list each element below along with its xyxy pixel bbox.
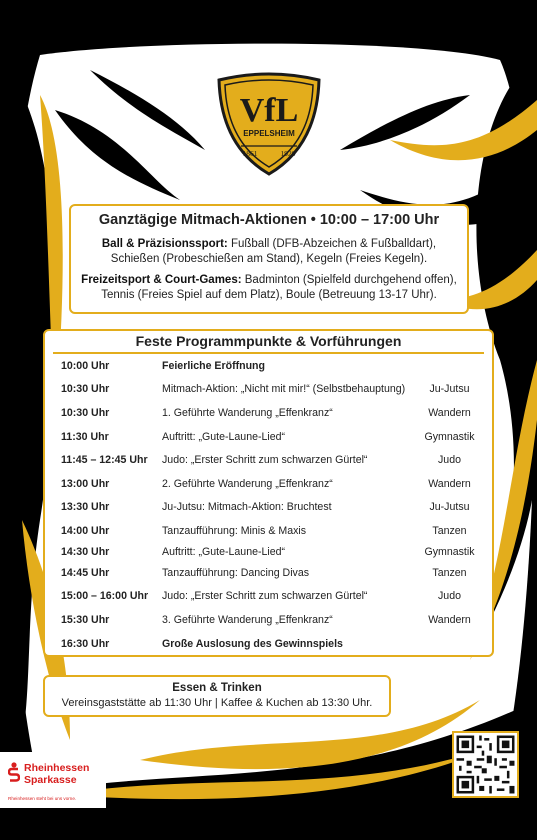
- qr-code-pattern: [454, 733, 517, 796]
- program-event: 1. Geführte Wanderung „Effenkranz“: [162, 407, 333, 419]
- program-row: [45, 638, 492, 654]
- program-category: Wandern: [428, 614, 471, 626]
- program-time: 14:45 Uhr: [61, 567, 110, 579]
- crest-year-left: 1861: [242, 149, 258, 158]
- program-event: Tanzaufführung: Minis & Maxis: [162, 525, 307, 537]
- leisure-sports-paragraph: [81, 273, 457, 303]
- program-row: [45, 383, 492, 399]
- program-time: 10:30 Uhr: [61, 407, 110, 419]
- program-title-divider: [53, 352, 484, 354]
- sponsor-name: [24, 762, 89, 786]
- sponsor-slogan: Rheinhessen steht bei uns vorne.: [8, 796, 77, 801]
- program-row: [45, 454, 492, 470]
- leisure-sports-text: Badminton (Spielfeld durchgehend offen), Tennis (Freies Spiel auf dem Platz), Boule (Betreuung 13-17 Uhr).: [101, 274, 457, 301]
- program-category: Wandern: [428, 407, 471, 419]
- program-row: [45, 431, 492, 447]
- sparkasse-logo-icon: [8, 762, 20, 782]
- program-row: [45, 567, 492, 583]
- program-category: Ju-Jutsu: [429, 383, 470, 395]
- program-time: 10:30 Uhr: [61, 383, 110, 395]
- ball-sports-text: Fußball (DFB-Abzeichen & Fußballdart), Schießen (Probeschießen am Stand), Kegeln (Freies Kegeln).: [110, 238, 437, 265]
- qr-code-icon[interactable]: [452, 731, 519, 798]
- food-box: [43, 675, 391, 717]
- program-event: Judo: „Erster Schritt zum schwarzen Gürtel“: [162, 454, 368, 466]
- program-category: Gymnastik: [424, 546, 475, 558]
- program-category: Judo: [438, 454, 461, 466]
- leisure-sports-label: Freizeitsport & Court-Games:: [81, 274, 242, 286]
- program-time: 14:30 Uhr: [61, 546, 110, 558]
- program-row: [45, 360, 492, 376]
- crest-monogram: VfL: [239, 92, 299, 129]
- program-title: Feste Programmpunkte & Vorführungen: [135, 333, 402, 349]
- program-row: [45, 590, 492, 606]
- program-event: 2. Geführte Wanderung „Effenkranz“: [162, 478, 333, 490]
- sponsor-name-line1: Rheinhessen: [24, 762, 90, 774]
- program-event: Auftritt: „Gute-Laune-Lied“: [162, 546, 286, 558]
- program-category: Gymnastik: [424, 431, 475, 443]
- program-time: 10:00 Uhr: [61, 360, 110, 372]
- program-event: Judo: „Erster Schritt zum schwarzen Gürtel“: [162, 590, 368, 602]
- program-row: [45, 407, 492, 423]
- program-category: Ju-Jutsu: [429, 501, 470, 513]
- sponsor-name-line2: Sparkasse: [24, 774, 77, 786]
- program-event: Ju-Jutsu: Mitmach-Aktion: Bruchtest: [162, 501, 332, 513]
- program-time: 11:45 – 12:45 Uhr: [61, 454, 148, 466]
- ball-sports-label: Ball & Präzisionssport:: [101, 238, 228, 250]
- program-time: 13:30 Uhr: [61, 501, 110, 513]
- program-row: [45, 525, 492, 541]
- program-category: Tanzen: [432, 567, 467, 579]
- program-time: 14:00 Uhr: [61, 525, 110, 537]
- food-title: Essen & Trinken: [172, 682, 262, 694]
- crest-year-right: 1920: [280, 149, 296, 158]
- program-time: 15:00 – 16:00 Uhr: [61, 590, 149, 602]
- program-box: [43, 329, 494, 657]
- ball-sports-paragraph: [81, 237, 457, 267]
- program-row: [45, 614, 492, 630]
- activities-box: [69, 204, 469, 314]
- program-event: Auftritt: „Gute-Laune-Lied“: [162, 431, 286, 443]
- program-event: Mitmach-Aktion: „Nicht mit mir!“ (Selbstbehauptung): [162, 383, 406, 395]
- food-text: Vereinsgaststätte ab 11:30 Uhr | Kaffee & Kuchen ab 13:30 Uhr.: [61, 697, 373, 709]
- program-row: [45, 478, 492, 494]
- club-crest-icon: [213, 66, 325, 178]
- program-time: 16:30 Uhr: [61, 638, 110, 650]
- program-row: [45, 546, 492, 562]
- program-event: Tanzaufführung: Dancing Divas: [162, 567, 310, 579]
- program-time: 13:00 Uhr: [61, 478, 110, 490]
- program-event: Feierliche Eröffnung: [162, 360, 266, 372]
- program-category: Judo: [438, 590, 461, 602]
- crest-club-name: EPPELSHEIM: [243, 129, 295, 138]
- sponsor-badge: [0, 752, 106, 808]
- program-category: Wandern: [428, 478, 471, 490]
- program-time: 11:30 Uhr: [61, 431, 109, 443]
- program-event: Große Auslosung des Gewinnspiels: [162, 638, 343, 650]
- program-row: [45, 501, 492, 517]
- program-time: 15:30 Uhr: [61, 614, 110, 626]
- activities-title: Ganztägige Mitmach-Aktionen • 10:00 – 17:00 Uhr: [98, 212, 440, 228]
- program-category: Tanzen: [432, 525, 467, 537]
- program-event: 3. Geführte Wanderung „Effenkranz“: [162, 614, 333, 626]
